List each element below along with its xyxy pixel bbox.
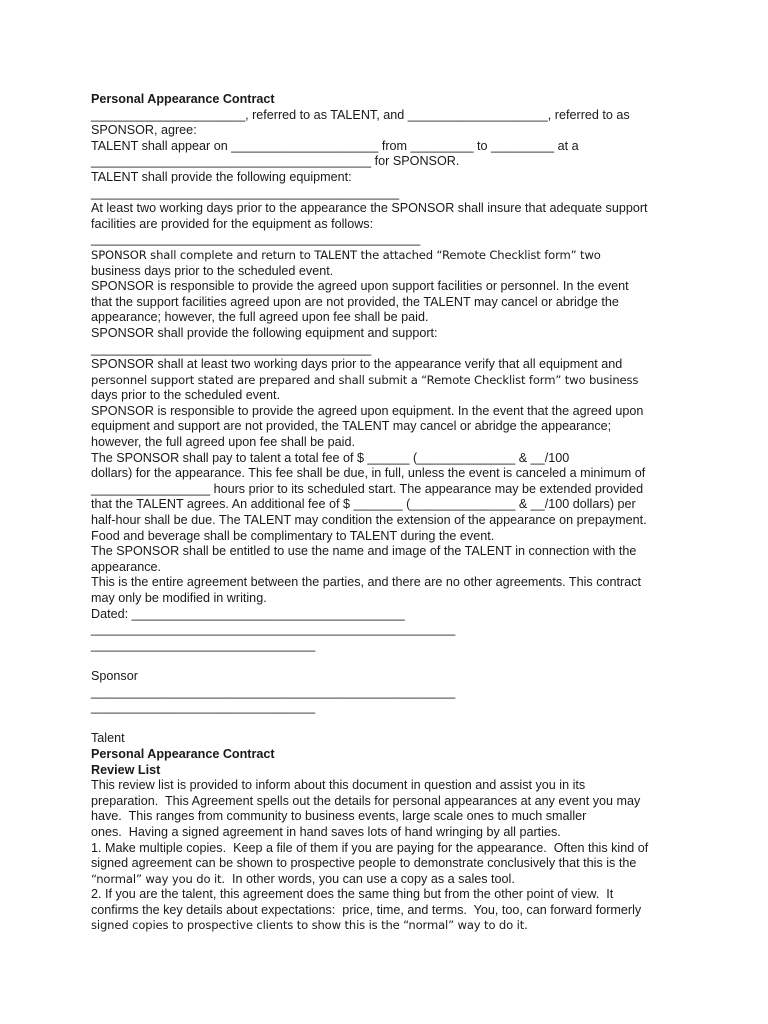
body-line: The SPONSOR shall pay to talent a total fee of $ ______ (______________ & __/100 (91, 450, 570, 465)
body-line: that the TALENT agrees. An additional fee of $ _______ (_______________ & __/100 dollars) per (91, 497, 636, 512)
body-line: This review list is provided to inform about this document in question and assist you in its (91, 778, 586, 793)
body-line-segment: “normal” way you do it. (91, 871, 233, 886)
signature-blank-line: ____________________________________________________ (91, 622, 456, 637)
body-line: business days prior to the scheduled event. (91, 263, 334, 278)
section-heading: Personal Appearance Contract (91, 92, 275, 106)
body-line: days prior to the scheduled event. (91, 388, 281, 403)
body-line: however, the full agreed upon fee shall be paid. (91, 435, 355, 450)
body-line: SPONSOR is responsible to provide the agreed upon support facilities or personnel. In the event (91, 279, 629, 294)
body-line: facilities are provided for the equipment as follows: (91, 216, 374, 231)
body-line: TALENT shall appear on _____________________ from _________ to _________ at a (91, 138, 579, 153)
body-line: At least two working days prior to the appearance the SPONSOR shall insure that adequate support (91, 201, 648, 216)
body-line: SPONSOR shall provide the following equipment and support: (91, 325, 438, 340)
body-line: dollars) for the appearance. This fee shall be due, in full, unless the event is canceled a minimum of (91, 466, 646, 481)
body-line: appearance. (91, 559, 162, 574)
body-line: 1. Make multiple copies. Keep a file of them if you are paying for the appearance. Often this kind of (91, 840, 649, 855)
spacer (91, 716, 691, 732)
body-line: TALENT shall provide the following equipment: (91, 169, 352, 184)
body-line: signed copies to prospective clients to show this is the “normal” way to do it. (91, 918, 528, 933)
signature-blank-line: _______________________________________________ (91, 232, 421, 247)
body-line: SPONSOR, agree: (91, 123, 197, 138)
body-line: may only be modified in writing. (91, 591, 267, 605)
section-heading: Personal Appearance Contract (91, 746, 275, 761)
body-line: preparation. This Agreement spells out the details for personal appearances at any event you may (91, 793, 641, 808)
contract-document (91, 92, 691, 934)
body-line: Talent (91, 731, 125, 746)
body-line: ________________________________________ for SPONSOR. (91, 154, 460, 169)
body-line: Dated: _______________________________________ (91, 606, 405, 621)
body-line-segment: In other words, you can use a copy as a sales tool. (232, 871, 515, 886)
body-line: SPONSOR shall complete and return to TALENT the attached “Remote Checklist form” two (91, 247, 601, 262)
body-line: personnel support stated are prepared and shall submit a “Remote Checklist form” two business (91, 372, 639, 387)
body-line: ______________________, referred to as TALENT, and ____________________, referred to as (91, 107, 630, 122)
signature-blank-line: ________________________________ (91, 637, 316, 652)
body-line: that the support facilities agreed upon are not provided, the TALENT may cancel or abridge the (91, 294, 619, 309)
body-line: equipment and support are not provided, the TALENT may cancel or abridge the appearance; (91, 419, 612, 434)
body-line: _________________ hours prior to its scheduled start. The appearance may be extended provided (91, 481, 644, 496)
body-line: SPONSOR shall at least two working days prior to the appearance verify that all equipment and (91, 357, 623, 372)
body-line: SPONSOR is responsible to provide the agreed upon equipment. In the event that the agreed upon (91, 403, 644, 418)
body-line: have. This ranges from community to business events, large scale ones to much smaller (91, 809, 587, 824)
body-line: Food and beverage shall be complimentary to TALENT during the event. (91, 528, 495, 543)
body-line: signed agreement can be shown to prospective people to demonstrate conclusively that this is the (91, 856, 637, 871)
body-line: confirms the key details about expectations: price, time, and terms. You, too, can forward formerly (91, 902, 642, 917)
body-line (91, 872, 691, 888)
body-line: This is the entire agreement between the parties, and there are no other agreements. This contract (91, 575, 642, 590)
signature-blank-line: ________________________________ (91, 700, 316, 715)
section-heading: Review List (91, 762, 161, 777)
body-line: 2. If you are the talent, this agreement does the same thing but from the other point of view. It (91, 887, 614, 902)
body-line: Sponsor (91, 668, 138, 683)
spacer (91, 653, 691, 669)
body-line: ones. Having a signed agreement in hand saves lots of hand wringing by all parties. (91, 824, 561, 839)
body-line: appearance; however, the full agreed upon fee shall be paid. (91, 310, 429, 325)
body-line: The SPONSOR shall be entitled to use the name and image of the TALENT in connection with the (91, 544, 637, 559)
signature-blank-line: ________________________________________ (91, 341, 372, 356)
body-line: half-hour shall be due. The TALENT may condition the extension of the appearance on prepayment. (91, 513, 647, 528)
signature-blank-line: ____________________________________________ (91, 185, 400, 200)
signature-blank-line: ____________________________________________________ (91, 684, 456, 699)
